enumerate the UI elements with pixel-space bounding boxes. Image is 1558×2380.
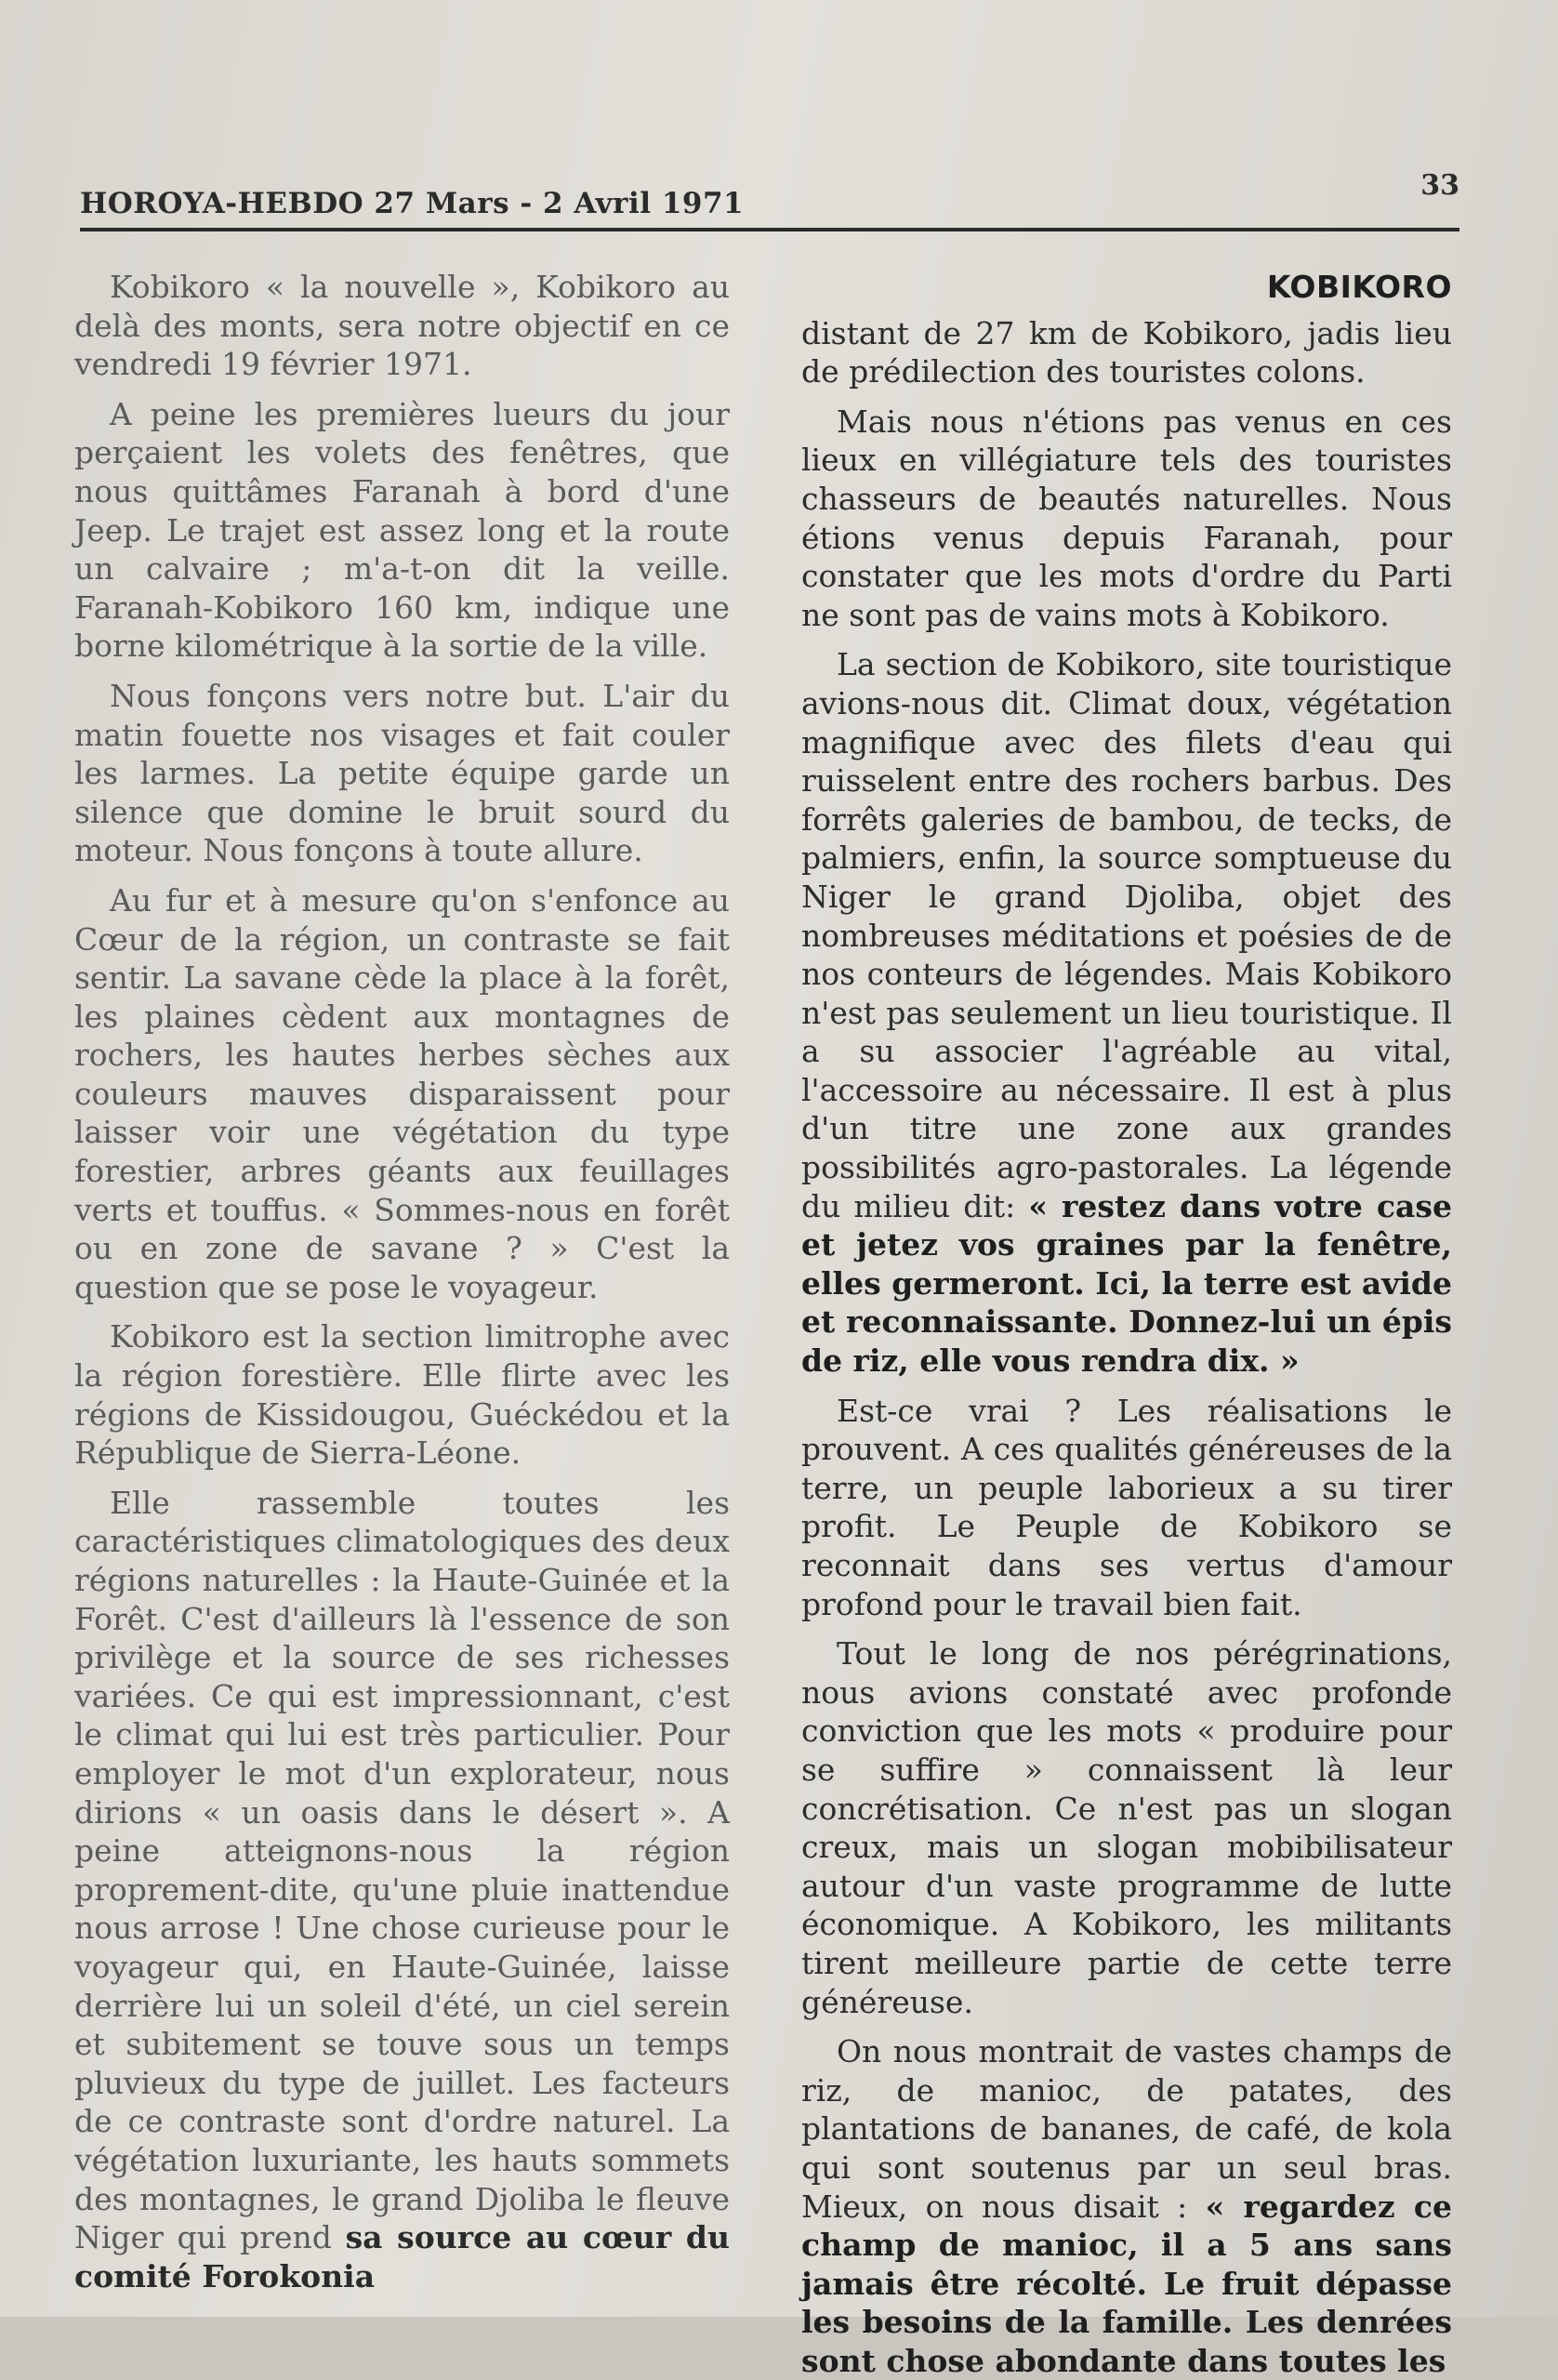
- paragraph: Kobikoro « la nouvelle », Kobikoro au delà des monts, sera notre objectif en ce vendredi 19 février 1971.: [74, 269, 730, 383]
- page-header: [80, 163, 1459, 231]
- paragraph: A peine les premières lueurs du jour perçaient les volets des fenêtres, que nous quittâmes Faranah à bord d'une Jeep. Le trajet est assez long et la route un calvaire ; m'a-t-on dit la veille. Faranah-Kobikoro 160 km, indique une borne kilométrique à la sortie de la ville.: [74, 395, 730, 665]
- paragraph: Est-ce vrai ? Les réalisations le prouvent. A ces qualités généreuses de la terre, un peuple laborieux a su tirer profit. Le Peuple de Kobikoro se reconnait dans ses vertus d'amour profond pour le travail bien fait.: [801, 1392, 1452, 1622]
- paragraph: [801, 645, 1452, 1380]
- paragraph: Kobikoro est la section limitrophe avec la région forestière. Elle flirte avec les régions de Kissidougou, Guéckédou et la République de Sierra-Léone.: [74, 1318, 730, 1472]
- paragraph: Tout le long de nos pérégrinations, nous avions constaté avec profonde conviction que les mots « produire pour se suffire » connaissent là leur concrétisation. Ce n'est pas un slogan creux, mais un slogan mobibilisateur autour d'un vaste programme de lutte économique. A Kobikoro, les militants tirent meilleure partie de cette terre généreuse.: [801, 1635, 1452, 2020]
- legend-quote: « restez dans votre case et jetez vos graines par la fenêtre, elles germeront. Ici, la terre est avide et reconnaissante. Donnez-lui un épis de riz, elle vous rendra dix. »: [801, 1187, 1452, 1380]
- section-title: KOBIKORO: [1266, 269, 1452, 305]
- publication-line: HOROYA-HEBDO 27 Mars - 2 Avril 1971: [80, 187, 745, 220]
- paragraph-text: Elle rassemble toutes les caractéristiques climatologiques des deux régions naturelles : la Haute-Guinée et la Forêt. C'est d'ailleurs là l'essence de son privilège et la source de ses richesses variées. Ce qui est impressionnant, c'est le climat qui lui est très particulier. Pour employer le mot d'un explorateur, nous dirions « un oasis dans le désert ». A peine atteignons-nous la région proprement-dite, qu'une pluie inattendue nous arrose ! Une chose curieuse pour le voyageur qui, en Haute-Guinée, laisse derrière lui un soleil d'été, un ciel serein et subitement se touve sous un temps pluvieux du type de juillet. Les facteurs de ce contraste sont d'ordre naturel. La végétation luxuriante, les hauts sommets des montagnes, le grand Djoliba le fleuve Niger qui prend: [74, 1484, 731, 2256]
- left-column: [74, 268, 731, 2294]
- paragraph: Au fur et à mesure qu'on s'enfonce au Cœur de la région, un contraste se fait sentir. La savane cède la place à la forêt, les plaines cèdent aux montagnes de rochers, les hautes herbes sèches aux couleurs mauves disparaissent pour laisser voir une végétation du type forestier, arbres géants aux feuillages verts et touffus. « Sommes-nous en forêt ou en zone de savane ? » C'est la question que se pose le voyageur.: [74, 881, 730, 1305]
- paragraph: distant de 27 km de Kobikoro, jadis lieu de prédilection des touristes colons.: [801, 314, 1452, 390]
- paragraph-text: On nous montrait de vastes champs de riz, de manioc, de patates, des plantations de bananes, de café, de kola qui sont soutenus par un seul bras. Mieux, on nous disait :: [801, 2033, 1452, 2225]
- paragraph-text: La section de Kobikoro, site touristique avions-nous dit. Climat doux, végétation magnifique avec des filets d'eau qui ruisselent entre des rochers barbus. Des forrêts galeries de bambou, de tecks, de palmiers, enfin, la source somptueuse du Niger le grand Djoliba, objet des nombreuses méditations et poésies de de nos conteurs de légendes. Mais Kobikoro n'est pas seulement un lieu touristique. Il a su associer l'agréable au vital, l'accessoire au nécessaire. Il est à plus d'un titre une zone aux grandes possibilités agro-pastorales. La légende du milieu dit:: [801, 646, 1452, 1224]
- paragraph: Mais nous n'étions pas venus en ces lieux en villégiature tels des touristes chasseurs de beautés naturelles. Nous étions venus depuis Faranah, pour constater que les mots d'ordre du Parti ne sont pas de vains mots à Kobikoro.: [801, 403, 1452, 633]
- paragraph: Nous fonçons vers notre but. L'air du matin fouette nos visages et fait couler les larmes. La petite équipe garde un silence que domine le bruit sourd du moteur. Nous fonçons à toute allure.: [74, 677, 730, 869]
- paragraph: [74, 1484, 730, 2295]
- paragraph: [801, 2032, 1452, 2380]
- page-number: 33: [1420, 169, 1459, 202]
- right-column: [801, 268, 1452, 2379]
- manioc-quote: « regardez ce champ de manioc, il a 5 ans sans jamais être récolté. Le fruit dépasse les besoins de la famille. Les denrées sont chose abondante dans toutes les: [801, 2188, 1452, 2379]
- bold-continuation: sa source au cœur du comité Forokonia: [74, 2219, 731, 2294]
